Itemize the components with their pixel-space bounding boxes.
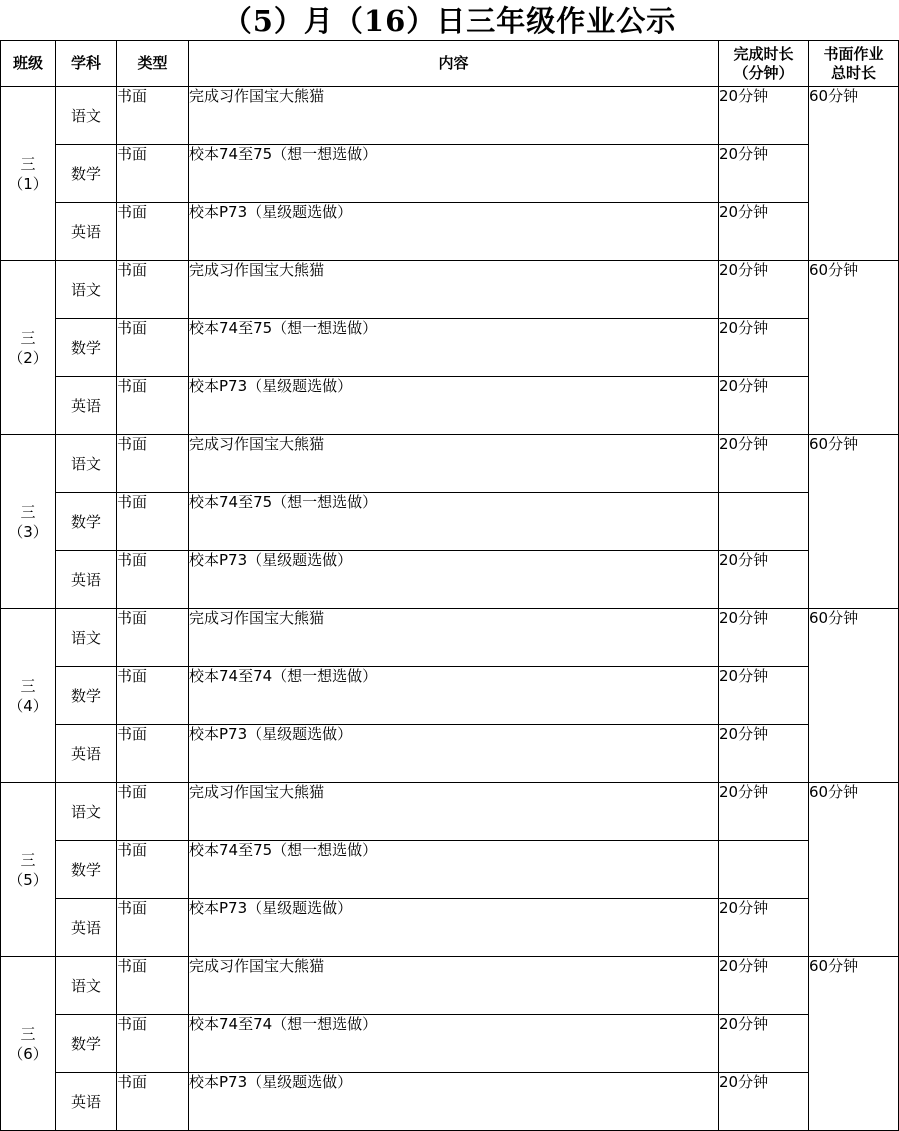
header-total-line1: 书面作业 [823, 44, 884, 63]
subject-cell: 语文 [56, 261, 117, 319]
total-duration-cell: 60分钟 [809, 435, 899, 609]
duration-cell: 20分钟 [719, 957, 809, 1015]
table-row [1, 261, 899, 319]
header-content: 内容 [189, 41, 719, 87]
subject-cell: 英语 [56, 899, 117, 957]
subject-cell: 英语 [56, 377, 117, 435]
table-row [1, 957, 899, 1015]
class-name-cell [1, 87, 56, 261]
subject-cell: 语文 [56, 957, 117, 1015]
subject-cell: 英语 [56, 725, 117, 783]
type-cell: 书面 [117, 319, 189, 377]
type-cell: 书面 [117, 551, 189, 609]
class-name-line1: 三 [20, 328, 36, 347]
total-duration-cell: 60分钟 [809, 609, 899, 783]
header-duration-line2: （分钟） [733, 63, 794, 82]
content-cell: 校本P73（星级题选做） [189, 725, 719, 783]
table-row [1, 493, 899, 551]
type-cell: 书面 [117, 899, 189, 957]
content-cell: 校本74至75（想一想选做） [189, 841, 719, 899]
duration-cell: 20分钟 [719, 725, 809, 783]
duration-cell: 20分钟 [719, 261, 809, 319]
content-cell: 校本P73（星级题选做） [189, 203, 719, 261]
content-cell: 校本74至75（想一想选做） [189, 493, 719, 551]
table-row [1, 667, 899, 725]
header-total [809, 41, 899, 87]
type-cell: 书面 [117, 957, 189, 1015]
duration-cell: 20分钟 [719, 609, 809, 667]
duration-cell: 20分钟 [719, 377, 809, 435]
duration-cell: 20分钟 [719, 783, 809, 841]
duration-cell [719, 841, 809, 899]
type-cell: 书面 [117, 435, 189, 493]
header-duration [719, 41, 809, 87]
header-class: 班级 [1, 41, 56, 87]
total-duration-cell: 60分钟 [809, 261, 899, 435]
duration-cell: 20分钟 [719, 435, 809, 493]
class-name-line1: 三 [20, 676, 36, 695]
duration-cell [719, 493, 809, 551]
type-cell: 书面 [117, 1073, 189, 1131]
class-name-line2: （5） [8, 870, 48, 889]
type-cell: 书面 [117, 493, 189, 551]
subject-cell: 数学 [56, 667, 117, 725]
class-name-cell [1, 957, 56, 1131]
table-body [1, 87, 899, 1131]
class-name-cell [1, 435, 56, 609]
subject-cell: 语文 [56, 783, 117, 841]
subject-cell: 数学 [56, 319, 117, 377]
total-duration-cell: 60分钟 [809, 783, 899, 957]
duration-cell: 20分钟 [719, 203, 809, 261]
content-cell: 校本P73（星级题选做） [189, 551, 719, 609]
subject-cell: 英语 [56, 203, 117, 261]
class-name-line1: 三 [20, 850, 36, 869]
table-row [1, 145, 899, 203]
content-cell: 校本74至75（想一想选做） [189, 145, 719, 203]
type-cell: 书面 [117, 609, 189, 667]
type-cell: 书面 [117, 841, 189, 899]
table-row [1, 87, 899, 145]
content-cell: 完成习作国宝大熊猫 [189, 87, 719, 145]
subject-cell: 语文 [56, 609, 117, 667]
duration-cell: 20分钟 [719, 145, 809, 203]
type-cell: 书面 [117, 145, 189, 203]
content-cell: 校本P73（星级题选做） [189, 1073, 719, 1131]
total-duration-cell: 60分钟 [809, 87, 899, 261]
class-name-line2: （6） [8, 1044, 48, 1063]
duration-cell: 20分钟 [719, 551, 809, 609]
table-row [1, 899, 899, 957]
subject-cell: 数学 [56, 1015, 117, 1073]
header-type: 类型 [117, 41, 189, 87]
content-cell: 完成习作国宝大熊猫 [189, 261, 719, 319]
type-cell: 书面 [117, 87, 189, 145]
subject-cell: 数学 [56, 841, 117, 899]
class-name-line1: 三 [20, 154, 36, 173]
class-name-line1: 三 [20, 502, 36, 521]
table-row [1, 377, 899, 435]
content-cell: 完成习作国宝大熊猫 [189, 783, 719, 841]
subject-cell: 英语 [56, 551, 117, 609]
table-row [1, 841, 899, 899]
header-duration-line1: 完成时长 [733, 44, 794, 63]
duration-cell: 20分钟 [719, 1015, 809, 1073]
subject-cell: 语文 [56, 435, 117, 493]
class-name-cell [1, 609, 56, 783]
content-cell: 完成习作国宝大熊猫 [189, 609, 719, 667]
table-row [1, 725, 899, 783]
subject-cell: 英语 [56, 1073, 117, 1131]
header-total-line2: 总时长 [830, 63, 876, 82]
content-cell: 校本74至74（想一想选做） [189, 667, 719, 725]
content-cell: 完成习作国宝大熊猫 [189, 957, 719, 1015]
table-row [1, 435, 899, 493]
table-row [1, 551, 899, 609]
duration-cell: 20分钟 [719, 87, 809, 145]
total-duration-cell: 60分钟 [809, 957, 899, 1131]
content-cell: 校本P73（星级题选做） [189, 377, 719, 435]
class-name-cell [1, 783, 56, 957]
class-name-cell [1, 261, 56, 435]
class-name-line2: （2） [8, 348, 48, 367]
content-cell: 校本74至75（想一想选做） [189, 319, 719, 377]
type-cell: 书面 [117, 1015, 189, 1073]
type-cell: 书面 [117, 377, 189, 435]
type-cell: 书面 [117, 725, 189, 783]
duration-cell: 20分钟 [719, 667, 809, 725]
type-cell: 书面 [117, 667, 189, 725]
class-name-line2: （1） [8, 174, 48, 193]
subject-cell: 数学 [56, 145, 117, 203]
table-row [1, 783, 899, 841]
header-row [1, 41, 899, 87]
type-cell: 书面 [117, 203, 189, 261]
class-name-line1: 三 [20, 1024, 36, 1043]
table-row [1, 609, 899, 667]
header-subject: 学科 [56, 41, 117, 87]
table-row [1, 1073, 899, 1131]
homework-table [0, 40, 899, 1131]
subject-cell: 数学 [56, 493, 117, 551]
subject-cell: 语文 [56, 87, 117, 145]
content-cell: 完成习作国宝大熊猫 [189, 435, 719, 493]
content-cell: 校本P73（星级题选做） [189, 899, 719, 957]
table-row [1, 1015, 899, 1073]
duration-cell: 20分钟 [719, 899, 809, 957]
content-cell: 校本74至74（想一想选做） [189, 1015, 719, 1073]
type-cell: 书面 [117, 261, 189, 319]
duration-cell: 20分钟 [719, 1073, 809, 1131]
class-name-line2: （3） [8, 522, 48, 541]
table-row [1, 319, 899, 377]
class-name-line2: （4） [8, 696, 48, 715]
duration-cell: 20分钟 [719, 319, 809, 377]
page-title: （5）月（16）日三年级作业公示 [222, 4, 677, 38]
table-row [1, 203, 899, 261]
type-cell: 书面 [117, 783, 189, 841]
